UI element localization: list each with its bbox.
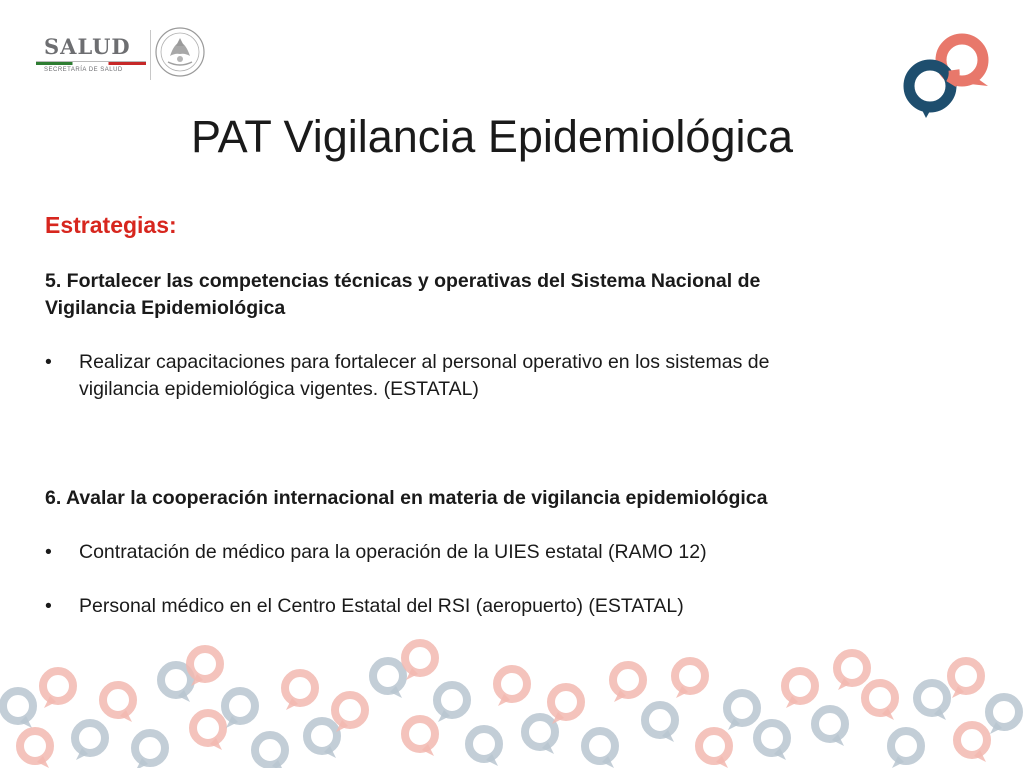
ring-pattern-decoration [0,628,1024,768]
bullet-item [45,593,895,620]
pattern-ring-icon [103,685,133,722]
strategy-heading-line: 5. Fortalecer las competencias técnicas y operativas del Sistema Nacional de [45,270,761,292]
pattern-ring-icon [193,713,223,750]
pattern-ring-icon [815,709,845,746]
pattern-ring-icon [285,673,315,710]
salud-logo-subtitle: SECRETARÍA DE SALUD [44,67,123,73]
strategies-subheading: Estrategias: [45,212,177,238]
bullet-text-line: Contratación de médico para la operación de la UIES estatal (RAMO 12) [79,541,707,563]
slide-title: PAT Vigilancia Epidemiológica [190,111,793,162]
pattern-ring-icon [917,683,947,720]
pattern-ring-icon [613,665,643,702]
pattern-ring-icon [989,697,1019,734]
pattern-ring-icon [135,733,165,768]
strategy-heading-line: 6. Avalar la cooperación internacional en materia de vigilancia epidemiológica [45,487,768,509]
bullet-item [45,349,895,403]
seal-icon [154,26,206,78]
pattern-ring-icon [255,735,285,768]
pattern-ring-icon [405,643,435,680]
bullet-item [45,539,895,566]
pattern-ring-icon [437,685,467,722]
pattern-ring-icon [43,671,73,708]
pattern-ring-icon [551,687,581,724]
pattern-ring-icon [645,705,675,742]
pattern-ring-icon [785,671,815,708]
pattern-ring-icon [190,649,220,686]
pattern-ring-icon [307,721,337,758]
salud-logo [36,34,148,78]
brand-rings-icon [896,28,998,120]
pattern-ring-icon [525,717,555,754]
bullet-text-line: Personal médico en el Centro Estatal del RSI (aeropuerto) (ESTATAL) [79,595,684,617]
logo-divider [150,30,151,80]
strategy-heading [45,268,895,322]
pattern-ring-icon [161,665,191,702]
pattern-ring-icon [75,723,105,760]
pattern-ring-icon [675,661,705,698]
pattern-ring-icon [335,695,365,732]
pattern-ring-icon [837,653,867,690]
pattern-ring-icon [585,731,615,768]
pattern-ring-icon [469,729,499,766]
pattern-ring-icon [497,669,527,706]
bullet-mark: • [45,541,52,563]
strategy-heading [45,485,895,512]
pattern-ring-icon [373,661,403,698]
bullet-text-line: vigilancia epidemiológica vigentes. (ESTATAL) [79,378,479,400]
strategy-heading-line: Vigilancia Epidemiológica [45,297,286,319]
pattern-ring-icon [20,731,50,768]
bullet-mark: • [45,351,52,373]
salud-logo-stripe [36,61,146,65]
pattern-ring-icon [951,661,981,698]
pattern-ring-icon [225,691,255,728]
pattern-ring-icon [699,731,729,768]
pattern-ring-icon [405,719,435,756]
pattern-ring-icon [865,683,895,720]
pattern-ring-icon [3,691,33,728]
salud-logo-word: SALUD [44,34,131,59]
pattern-ring-icon [891,731,921,768]
pattern-ring-icon [757,723,787,760]
bullet-text-line: Realizar capacitaciones para fortalecer al personal operativo en los sistemas de [79,351,770,373]
bullet-mark: • [45,595,52,617]
pattern-ring-icon [957,725,987,762]
pattern-ring-icon [727,693,757,730]
